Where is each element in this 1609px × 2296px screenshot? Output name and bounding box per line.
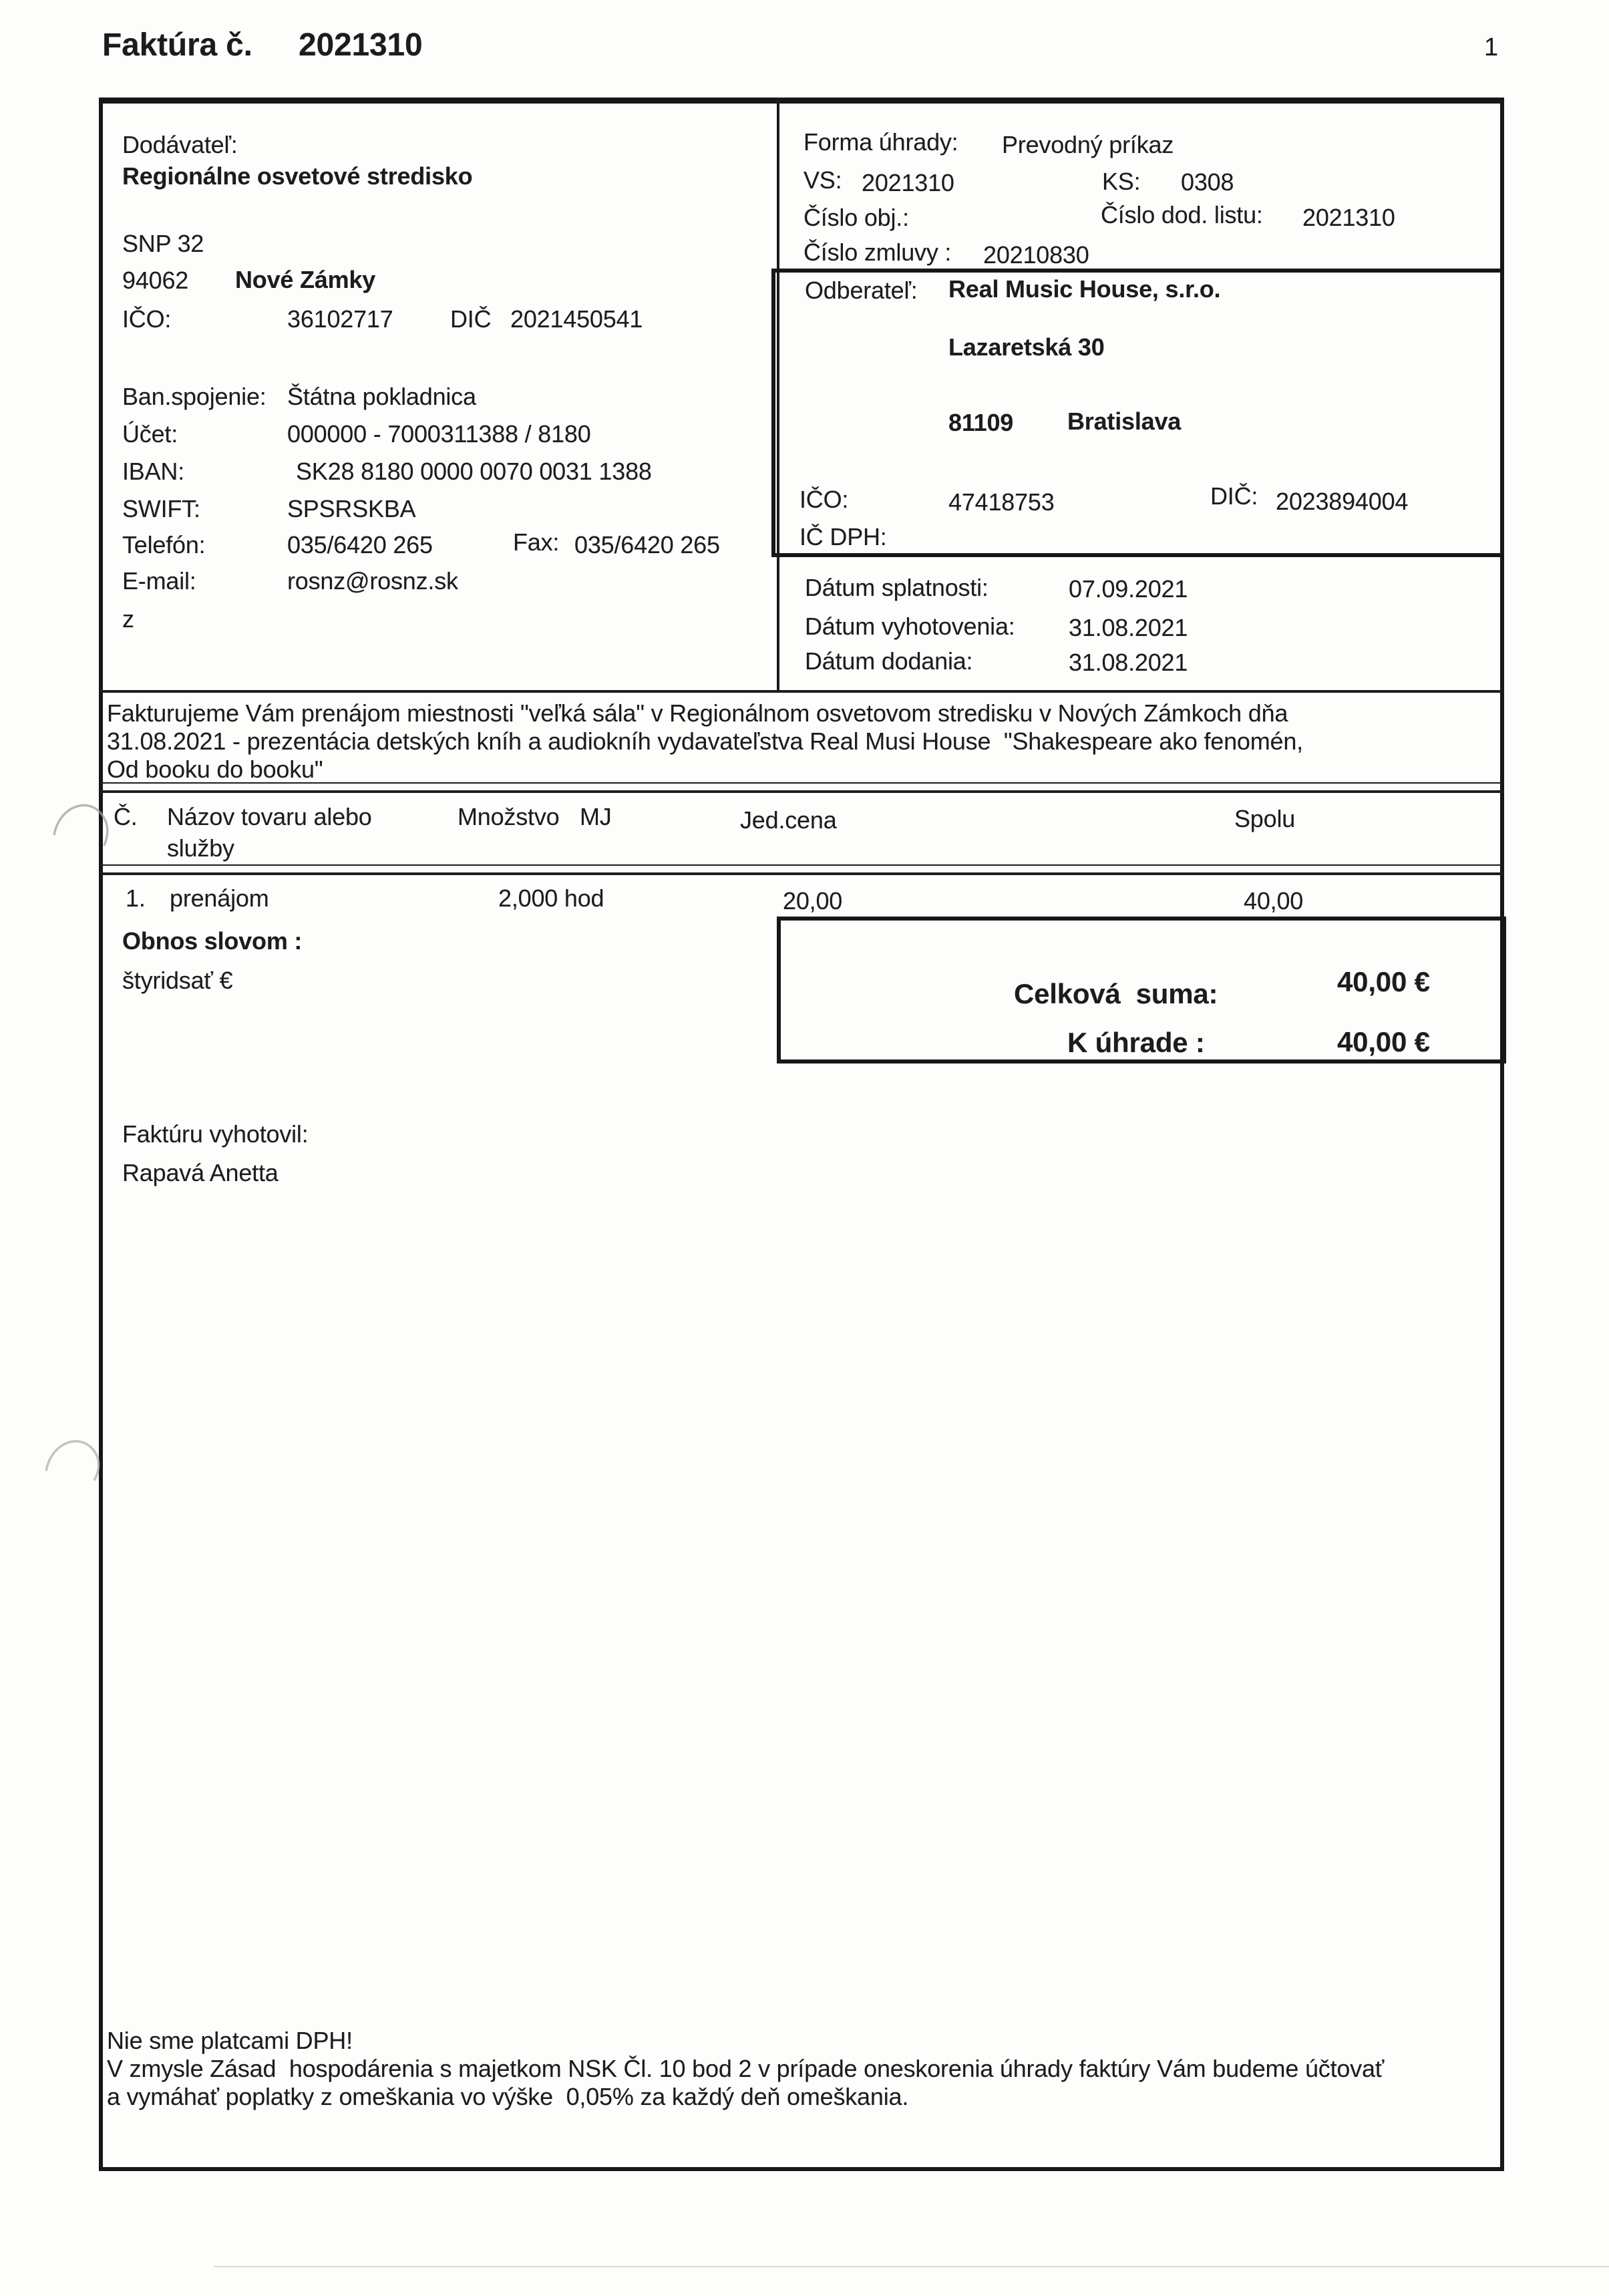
delivery-note-label: Číslo dod. listu: — [1101, 201, 1263, 228]
total-sum-value: 40,00 € — [1337, 966, 1430, 997]
invoice-title-label: Faktúra č. — [102, 27, 252, 63]
supplier-label: Dodávateľ: — [122, 131, 238, 158]
supplier-ico-label: IČO: — [122, 305, 172, 333]
phone-label: Telefón: — [122, 531, 206, 558]
due-date-value: 07.09.2021 — [1069, 575, 1188, 603]
iban-value: SK28 8180 0000 0070 0031 1388 — [296, 458, 652, 485]
table-row-no: 1. — [126, 884, 146, 912]
customer-city: Bratislava — [1067, 407, 1182, 435]
payment-form-value: Prevodný príkaz — [1002, 131, 1174, 158]
supplier-city: Nové Zámky — [235, 266, 376, 293]
swift-label: SWIFT: — [122, 495, 200, 522]
delivery-date-label: Dátum dodania: — [805, 647, 973, 675]
page-number: 1 — [1484, 33, 1498, 61]
table-header-bottom-line-thin — [99, 864, 1504, 866]
description-top-line — [99, 690, 1504, 693]
iban-label: IBAN: — [122, 458, 185, 485]
scan-artifact-bottom-line — [214, 2266, 1609, 2267]
customer-name: Real Music House, s.r.o. — [948, 275, 1221, 303]
issued-by-label: Faktúru vyhotovil: — [122, 1120, 309, 1148]
contract-number-value: 20210830 — [983, 241, 1089, 269]
table-header-unit-price: Jed.cena — [740, 806, 837, 834]
email-label: E-mail: — [122, 567, 196, 595]
account-value: 000000 - 7000311388 / 8180 — [287, 420, 591, 448]
supplier-dic-value: 2021450541 — [510, 305, 643, 333]
delivery-date-value: 31.08.2021 — [1069, 649, 1188, 676]
amount-words-value: štyridsať € — [122, 967, 233, 994]
delivery-note-value: 2021310 — [1302, 204, 1395, 231]
customer-street: Lazaretská 30 — [948, 333, 1105, 361]
amount-due-value: 40,00 € — [1337, 1026, 1430, 1057]
table-header-name-line1: Názov tovaru alebo — [167, 803, 372, 830]
customer-ico-label: IČO: — [799, 486, 849, 513]
order-number-label: Číslo obj.: — [803, 204, 909, 231]
table-header-bottom-line — [99, 872, 1504, 875]
fax-value: 035/6420 265 — [574, 531, 720, 558]
customer-icdph-label: IČ DPH: — [799, 523, 887, 550]
description-line-1: Fakturujeme Vám prenájom miestnosti "veľká sála" v Regionálnom osvetovom stredisku v Nových Zámkoch dňa — [107, 699, 1288, 727]
stray-mark: z — [122, 605, 134, 633]
customer-label: Odberateľ: — [805, 277, 918, 304]
supplier-dic-label: DIČ — [450, 305, 492, 333]
footer-note-vat: Nie sme platcami DPH! — [107, 2027, 353, 2054]
bank-connection-label: Ban.spojenie: — [122, 383, 266, 410]
customer-dic-label: DIČ: — [1210, 482, 1258, 510]
invoice-number: 2021310 — [299, 27, 423, 63]
phone-value: 035/6420 265 — [287, 531, 433, 558]
scan-artifact-arc-bottom — [42, 1430, 106, 1493]
footer-note-penalty-line2: a vymáhať poplatky z omeškania vo výške 0,05% za každý deň omeškania. — [107, 2083, 909, 2110]
table-row-qty: 2,000 hod — [498, 884, 604, 912]
description-line-2: 31.08.2021 - prezentácia detských kníh a audiokníh vydavateľstva Real Musi House "Shakespeare ako fenomén, — [107, 727, 1303, 755]
supplier-zip: 94062 — [122, 267, 189, 294]
customer-ico-value: 47418753 — [948, 488, 1055, 516]
issue-date-value: 31.08.2021 — [1069, 614, 1188, 641]
table-header-unit: MJ — [580, 803, 612, 830]
footer-note-penalty-line1: V zmysle Zásad hospodárenia s majetkom NSK Čl. 10 bod 2 v prípade oneskorenia úhrady faktúry Vám budeme účtovať — [107, 2055, 1385, 2082]
issue-date-label: Dátum vyhotovenia: — [805, 613, 1015, 640]
fax-label: Fax: — [513, 528, 560, 556]
supplier-street: SNP 32 — [122, 230, 204, 257]
table-header-name-line2: služby — [167, 834, 234, 862]
total-sum-label: Celková suma: — [1014, 978, 1218, 1009]
payment-form-label: Forma úhrady: — [803, 128, 958, 156]
table-top-line — [99, 790, 1504, 793]
table-header-qty: Množstvo — [458, 803, 560, 830]
vs-value: 2021310 — [862, 169, 954, 196]
due-date-label: Dátum splatnosti: — [805, 574, 989, 601]
scan-artifact-arc-top — [50, 794, 114, 857]
table-header-no: Č. — [114, 803, 138, 830]
supplier-name: Regionálne osvetové stredisko — [122, 162, 473, 190]
table-row-total: 40,00 — [1244, 887, 1304, 915]
ks-value: 0308 — [1181, 168, 1234, 196]
amount-due-label: K úhrade : — [1067, 1027, 1205, 1058]
swift-value: SPSRSKBA — [287, 495, 416, 522]
description-line-3: Od booku do booku" — [107, 756, 323, 783]
bank-connection-value: Štátna pokladnica — [287, 383, 476, 410]
customer-dic-value: 2023894004 — [1276, 488, 1409, 515]
supplier-ico-value: 36102717 — [287, 305, 393, 333]
ks-label: KS: — [1102, 168, 1141, 195]
table-header-total: Spolu — [1234, 805, 1296, 832]
email-value: rosnz@rosnz.sk — [287, 567, 458, 595]
contract-number-label: Číslo zmluvy : — [803, 238, 952, 266]
amount-words-label: Obnos slovom : — [122, 927, 303, 955]
vs-label: VS: — [803, 166, 842, 194]
issued-by-name: Rapavá Anetta — [122, 1159, 279, 1186]
table-row-unit-price: 20,00 — [783, 887, 843, 915]
table-row-name: prenájom — [170, 884, 269, 912]
customer-zip: 81109 — [948, 409, 1014, 436]
account-label: Účet: — [122, 420, 178, 448]
